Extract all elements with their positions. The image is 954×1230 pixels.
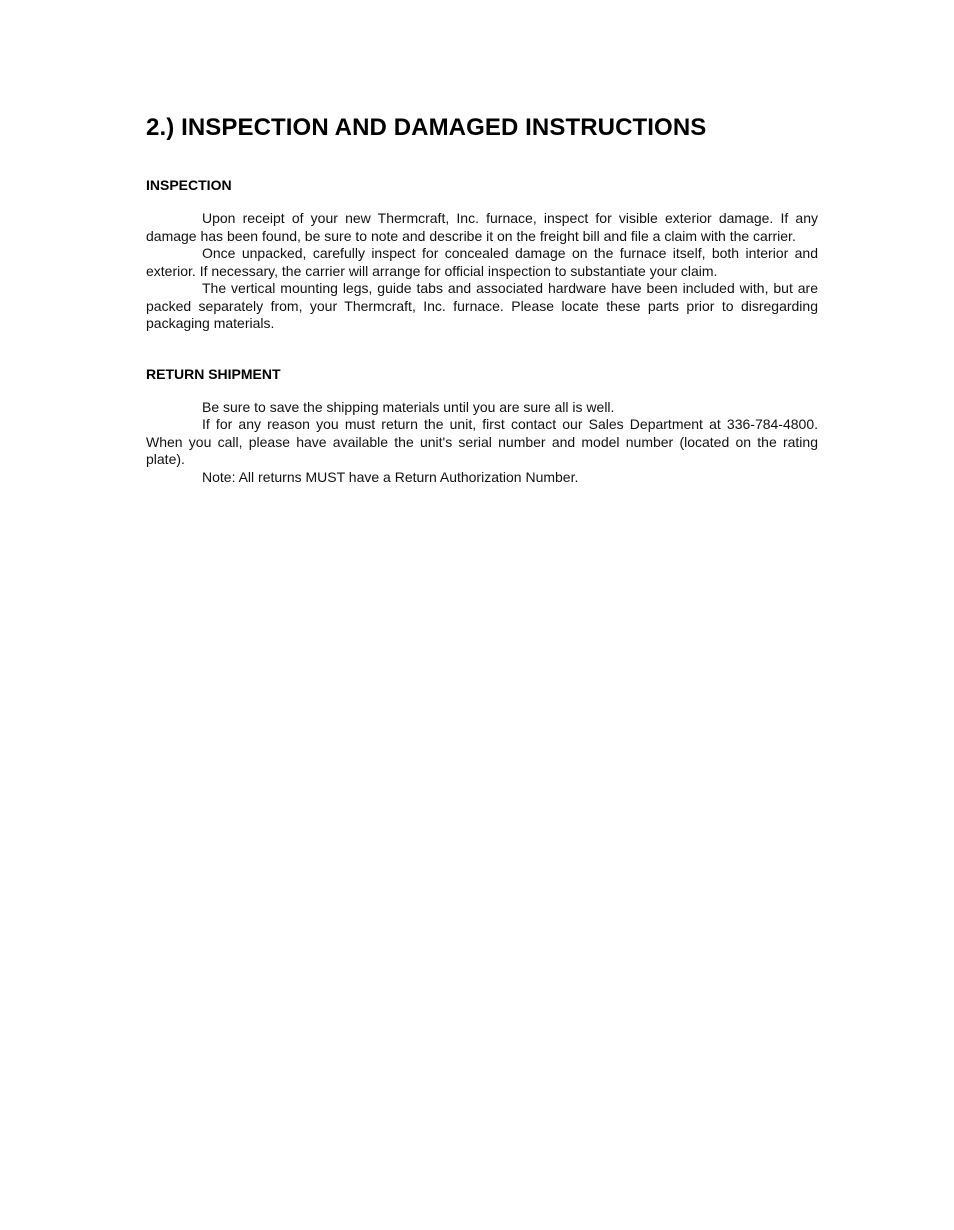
inspection-paragraph-hardware: The vertical mounting legs, guide tabs and associated hardware have been included with, but are packed separately from, your Thermcraft, Inc. furnace. Please locate these parts prior to disregarding packaging materials. xyxy=(146,280,818,331)
return-paragraph-save-materials: Be sure to save the shipping materials until you are sure all is well. xyxy=(202,398,615,415)
document-page xyxy=(146,112,818,486)
return-paragraph-contact-sales: If for any reason you must return the unit, first contact our Sales Department at 336-784-4800. When you call, please have available the unit's serial number and model number (located on the rating plate). xyxy=(146,416,818,467)
page-title: 2.) INSPECTION AND DAMAGED INSTRUCTIONS xyxy=(146,114,707,141)
inspection-body xyxy=(146,210,818,333)
return-shipment-body xyxy=(146,399,818,487)
return-paragraph-authorization-note: Note: All returns MUST have a Return Authorization Number. xyxy=(202,468,579,485)
inspection-paragraph-unpacked: Once unpacked, carefully inspect for concealed damage on the furnace itself, both interior and exterior. If necessary, the carrier will arrange for official inspection to substantiate your claim. xyxy=(146,245,818,279)
inspection-heading: INSPECTION xyxy=(146,177,232,193)
return-shipment-heading: RETURN SHIPMENT xyxy=(146,365,281,382)
inspection-paragraph-receipt: Upon receipt of your new Thermcraft, Inc. furnace, inspect for visible exterior damage. If any damage has been found, be sure to note and describe it on the freight bill and file a claim with the carrier. xyxy=(146,210,818,244)
